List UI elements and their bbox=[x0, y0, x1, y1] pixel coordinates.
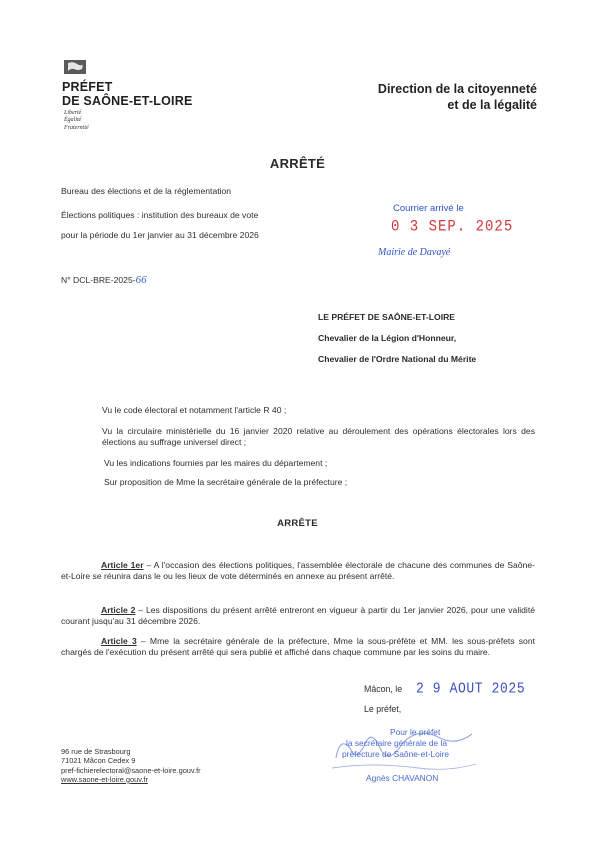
motto-fraternite: Fraternité bbox=[64, 124, 89, 131]
document-title: ARRÊTÉ bbox=[269, 156, 326, 171]
arrete-number-handwritten: 66 bbox=[135, 274, 147, 286]
footer-address-2: 71021 Mâcon Cedex 9 bbox=[61, 756, 136, 766]
motto-liberte: Liberté bbox=[64, 110, 82, 116]
signature-delegation-1: Pour le préfet bbox=[390, 727, 441, 737]
article-3 bbox=[61, 636, 535, 658]
objet-line-2: pour la période du 1er janvier au 31 décembre 2026 bbox=[61, 230, 259, 240]
footer-website-link[interactable]: www.saone-et-loire.gouv.fr bbox=[61, 774, 148, 784]
prefet-line-2: DE SAÔNE-ET-LOIRE bbox=[62, 94, 193, 108]
direction-line-2: et de la légalité bbox=[447, 98, 537, 112]
article-1-label: Article 1er bbox=[101, 560, 144, 570]
signatory-name: Agnès CHAVANON bbox=[366, 773, 439, 783]
objet-line-1: Élections politiques : institution des bureaux de vote bbox=[61, 210, 259, 220]
article-3-label: Article 3 bbox=[101, 636, 137, 646]
prefet-line-1: PRÉFET bbox=[62, 80, 113, 94]
article-2-text: – Les dispositions du présent arrêté entreront en vigueur à partir du 1er janvier 2026, pour une validité courant jusqu'au 31 décembre 2026. bbox=[61, 605, 535, 626]
footer-contact bbox=[61, 747, 201, 784]
signature-delegation-2: la secrétaire générale de la bbox=[346, 738, 448, 748]
footer-email[interactable]: pref-fichierelectoral@saone-et-loire.gouv.fr bbox=[61, 765, 201, 775]
visa-code-electoral: Vu le code électoral et notamment l'article R 40 ; bbox=[102, 405, 287, 415]
marianne-logo bbox=[64, 60, 86, 74]
arrete-number-prefix: N° DCL-BRE-2025- bbox=[61, 275, 136, 285]
stamp-mairie: Mairie de Davayé bbox=[378, 247, 451, 258]
article-2-label: Article 2 bbox=[101, 605, 136, 615]
prefet-title-line-2: Chevalier de la Légion d'Honneur, bbox=[318, 333, 457, 343]
article-1-text: – A l'occasion des élections politiques, l'assemblée électorale de chacune des communes de Saône-et-Loire se réunira dans le ou les lieux de vote déterminés en annexe au présent arrêté. bbox=[61, 560, 535, 581]
signature-place: Mâcon, le bbox=[364, 684, 403, 694]
direction-line-1: Direction de la citoyenneté bbox=[377, 82, 537, 96]
article-1 bbox=[61, 560, 535, 582]
signature-date-stamp: 2 9 AOUT 2025 bbox=[416, 679, 526, 698]
prefet-title-line-3: Chevalier de l'Ordre National du Mérite bbox=[318, 354, 477, 364]
arrete-number bbox=[61, 275, 147, 286]
prefet-title-line-1: LE PRÉFET DE SAÔNE-ET-LOIRE bbox=[318, 312, 456, 322]
prefet-titles bbox=[318, 307, 476, 370]
republic-motto bbox=[64, 110, 89, 132]
article-3-text: – Mme la secrétaire générale de la préfecture, Mme la sous-préfète et MM. les sous-préfets sont chargés de l'exécution du présent arrêté qui sera publié et affiché dans chaque commune par les soins du maire. bbox=[61, 636, 535, 657]
footer-address-1: 96 rue de Strasbourg bbox=[61, 747, 131, 756]
prefet-logo-title bbox=[62, 80, 193, 108]
visa-circulaire: Vu la circulaire ministérielle du 16 janvier 2020 relative au déroulement des opérations électorales lors des élections au suffrage universel direct ; bbox=[102, 426, 535, 447]
direction-heading bbox=[378, 81, 537, 113]
motto-egalite: Égalité bbox=[64, 117, 82, 124]
signature-role: Le préfet, bbox=[364, 704, 402, 714]
visa-proposition: Sur proposition de Mme la secrétaire générale de la préfecture ; bbox=[104, 477, 348, 487]
stamp-received-date: 0 3 SEP. 2025 bbox=[391, 217, 514, 237]
article-2 bbox=[61, 605, 535, 627]
arrete-heading: ARRÊTE bbox=[277, 518, 318, 529]
stamp-courrier-label: Courrier arrivé le bbox=[393, 203, 464, 214]
visa-indications: Vu les indications fournies par les maires du département ; bbox=[104, 458, 328, 468]
bureau-label: Bureau des élections et de la réglementation bbox=[61, 186, 232, 196]
signature-delegation-3: préfecture de Saône-et-Loire bbox=[342, 749, 450, 759]
